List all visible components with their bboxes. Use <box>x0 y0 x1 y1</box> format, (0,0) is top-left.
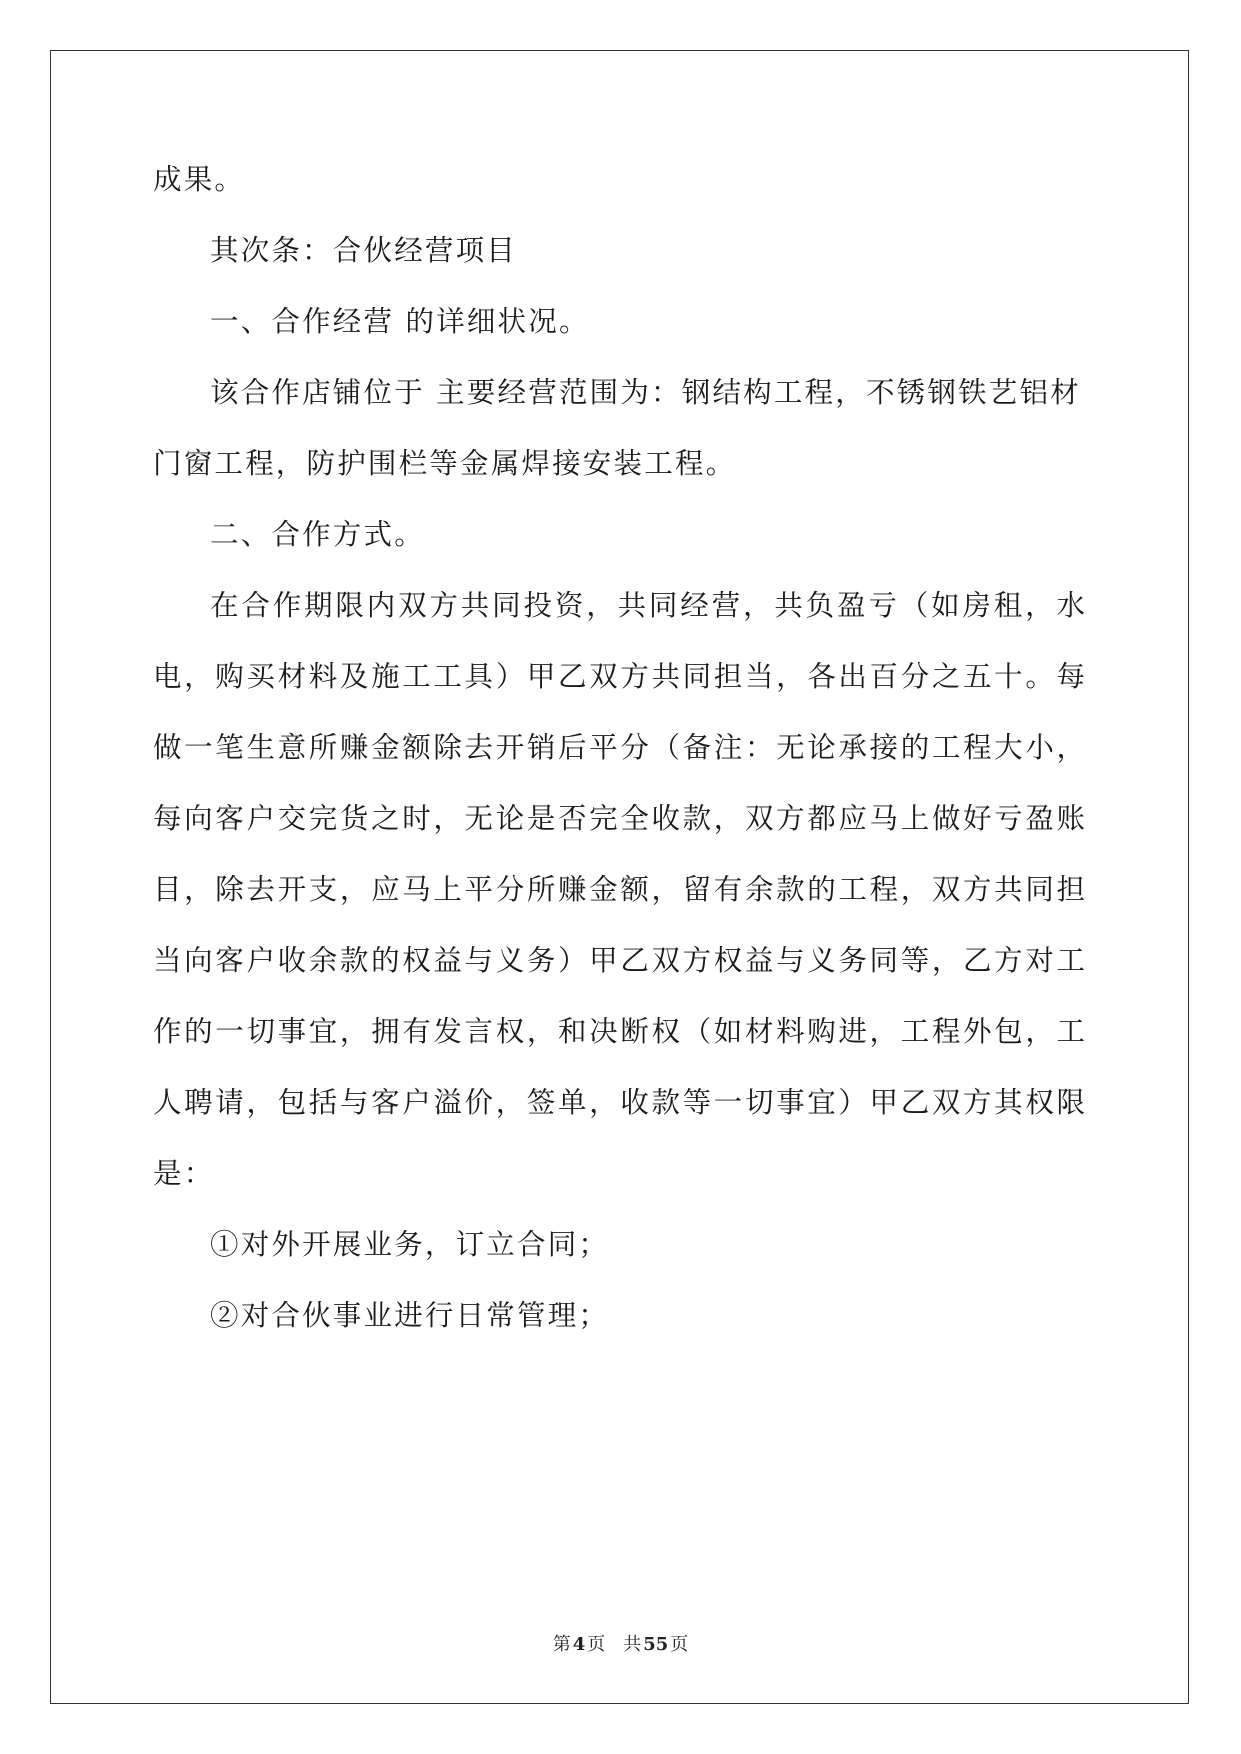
text-line: 门窗工程，防护围栏等金属焊接安装工程。 <box>153 447 737 480</box>
page-number: 4 <box>572 1634 586 1655</box>
paragraph-heading: 一、合作经营 的详细状况。 <box>210 305 590 338</box>
paragraph-heading: 二、合作方式。 <box>210 518 425 551</box>
page-footer <box>0 1630 1241 1656</box>
text-line: 当向客户收余款的权益与义务）甲乙双方权益与义务同等，乙方对工 <box>153 944 1085 977</box>
section-heading: 其次条：合伙经营项目 <box>210 234 518 267</box>
text-line: 做一笔生意所赚金额除去开销后平分（备注：无论承接的工程大小， <box>153 731 1085 764</box>
text-line: 每向客户交完货之时，无论是否完全收款，双方都应马上做好亏盈账 <box>153 802 1085 835</box>
list-item: ②对合伙事业进行日常管理； <box>210 1299 610 1332</box>
text-line: 成果。 <box>153 163 246 196</box>
text-line: 人聘请，包括与客户溢价，签单，收款等一切事宜）甲乙双方其权限 <box>153 1086 1085 1119</box>
total-suffix: 页 <box>670 1634 689 1655</box>
text-line: 目，除去开支，应马上平分所赚金额，留有余款的工程，双方共同担 <box>153 873 1085 906</box>
list-item: ①对外开展业务，订立合同； <box>210 1228 610 1261</box>
text-line: 作的一切事宜，拥有发言权，和决断权（如材料购进，工程外包，工 <box>153 1015 1085 1048</box>
text-line: 是： <box>153 1157 215 1190</box>
total-prefix: 共 <box>623 1634 642 1655</box>
total-pages: 55 <box>643 1634 669 1655</box>
page-suffix: 页 <box>587 1634 606 1655</box>
text-line: 该合作店铺位于 主要经营范围为：钢结构工程，不锈钢铁艺铝材 <box>210 376 1081 409</box>
page-prefix: 第 <box>552 1634 571 1655</box>
text-line: 在合作期限内双方共同投资，共同经营，共负盈亏（如房租，水 <box>210 589 1085 622</box>
text-line: 电，购买材料及施工工具）甲乙双方共同担当，各出百分之五十。每 <box>153 660 1085 693</box>
